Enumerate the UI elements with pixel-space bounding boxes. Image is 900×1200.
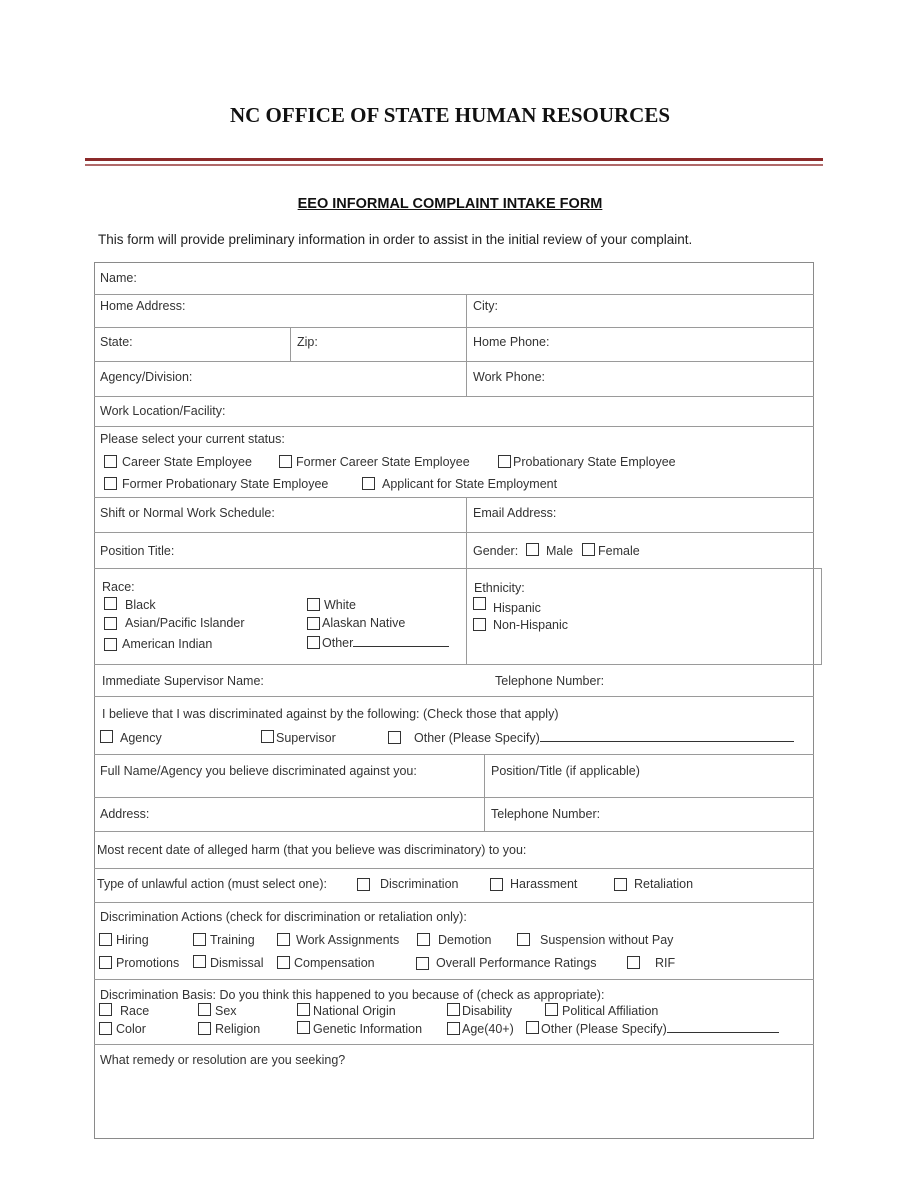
gender-option-label: Male — [546, 544, 574, 558]
basis-other-label — [541, 1022, 779, 1036]
home-address-label: Home Address: — [100, 299, 186, 313]
row-divider — [94, 1044, 814, 1045]
row-divider — [94, 426, 814, 427]
basis-option-label: Age(40+) — [462, 1022, 514, 1036]
remedy-input-area[interactable] — [96, 1075, 810, 1135]
unlawful-option-label: Discrimination — [380, 877, 459, 891]
discriminated-by-prompt: I believe that I was discriminated against by the following: (Check those that apply) — [102, 707, 559, 721]
actions-option-label: Suspension without Pay — [540, 933, 674, 947]
form-title: EEO INFORMAL COMPLAINT INTAKE FORM — [297, 196, 603, 212]
col-divider — [484, 754, 485, 831]
basis-option-label: Religion — [215, 1022, 261, 1036]
actions-promotions-checkbox[interactable] — [99, 956, 112, 969]
race-alaskan-checkbox[interactable] — [307, 617, 320, 630]
col-divider — [466, 568, 467, 664]
actions-option-label: Compensation — [294, 956, 375, 970]
race-black-checkbox[interactable] — [104, 597, 117, 610]
row-divider — [94, 868, 814, 869]
name-label: Name: — [100, 271, 137, 285]
email-label: Email Address: — [473, 506, 557, 520]
actions-option-label: Hiring — [116, 933, 149, 947]
status-former-career-checkbox[interactable] — [279, 455, 292, 468]
basis-option-label: Political Affiliation — [562, 1004, 659, 1018]
actions-option-label: Work Assignments — [296, 933, 400, 947]
row-divider — [94, 797, 814, 798]
actions-dismissal-checkbox[interactable] — [193, 955, 206, 968]
race-asian-checkbox[interactable] — [104, 617, 117, 630]
basis-other-blank — [667, 1022, 779, 1033]
row-divider — [94, 327, 814, 328]
race-other-checkbox[interactable] — [307, 636, 320, 649]
actions-performance-checkbox[interactable] — [416, 957, 429, 970]
actions-rif-checkbox[interactable] — [627, 956, 640, 969]
harm-date-label: Most recent date of alleged harm (that you believe was discriminatory) to you: — [97, 843, 527, 857]
row-divider — [94, 754, 814, 755]
status-option-label: Former Career State Employee — [296, 455, 470, 469]
row-divider — [94, 902, 814, 903]
work-phone-label: Work Phone: — [473, 370, 546, 384]
supervisor-phone-label: Telephone Number: — [495, 674, 605, 688]
basis-prompt: Discrimination Basis: Do you think this happened to you because of (check as appropriate): — [100, 988, 605, 1002]
race-other-label — [322, 636, 449, 650]
state-label: State: — [100, 335, 133, 349]
by-agency-checkbox[interactable] — [100, 730, 113, 743]
row-divider — [94, 497, 814, 498]
basis-option-label: Genetic Information — [313, 1022, 423, 1036]
race-option-label: Asian/Pacific Islander — [125, 616, 245, 630]
zip-label: Zip: — [297, 335, 318, 349]
by-supervisor-checkbox[interactable] — [261, 730, 274, 743]
race-option-label: Alaskan Native — [322, 616, 406, 630]
status-probationary-checkbox[interactable] — [498, 455, 511, 468]
status-career-checkbox[interactable] — [104, 455, 117, 468]
col-divider — [466, 497, 467, 568]
basis-age-checkbox[interactable] — [447, 1022, 460, 1035]
row-divider — [94, 696, 814, 697]
actions-demotion-checkbox[interactable] — [417, 933, 430, 946]
row-divider — [94, 361, 814, 362]
basis-option-label: National Origin — [313, 1004, 396, 1018]
race-option-label: White — [324, 598, 356, 612]
col-divider — [290, 327, 291, 361]
header-rule-thin — [85, 164, 823, 166]
city-label: City: — [473, 299, 498, 313]
actions-hiring-checkbox[interactable] — [99, 933, 112, 946]
status-option-label: Former Probationary State Employee — [122, 477, 329, 491]
basis-option-label: Disability — [462, 1004, 513, 1018]
header-rule — [85, 158, 823, 161]
unlawful-option-label: Harassment — [510, 877, 578, 891]
basis-political-checkbox[interactable] — [545, 1003, 558, 1016]
actions-compensation-checkbox[interactable] — [277, 956, 290, 969]
by-other-checkbox[interactable] — [388, 731, 401, 744]
row-divider — [94, 396, 814, 397]
accused-name-label: Full Name/Agency you believe discriminated against you: — [100, 764, 417, 778]
action-retaliation-checkbox[interactable] — [614, 878, 627, 891]
by-other-label — [414, 731, 794, 745]
race-other-blank — [353, 636, 449, 647]
row-divider — [94, 568, 822, 569]
row-divider — [94, 831, 814, 832]
basis-option-label: Sex — [215, 1004, 237, 1018]
action-discrimination-checkbox[interactable] — [357, 878, 370, 891]
row-divider — [94, 664, 822, 665]
accused-address-label: Address: — [100, 807, 150, 821]
gender-label: Gender: — [473, 544, 519, 558]
position-title-label: Position Title: — [100, 544, 175, 558]
gender-male-checkbox[interactable] — [526, 543, 539, 556]
actions-suspension-checkbox[interactable] — [517, 933, 530, 946]
supervisor-name-label: Immediate Supervisor Name: — [102, 674, 264, 688]
ethnicity-option-label: Hispanic — [493, 601, 541, 615]
remedy-label: What remedy or resolution are you seeking? — [100, 1053, 346, 1067]
page-title: NC OFFICE OF STATE HUMAN RESOURCES — [229, 103, 671, 127]
action-harassment-checkbox[interactable] — [490, 878, 503, 891]
basis-option-label: Other (Please Specify) — [541, 1022, 667, 1036]
ethnicity-option-label: Non-Hispanic — [493, 618, 569, 632]
race-option-label: American Indian — [122, 637, 213, 651]
actions-prompt: Discrimination Actions (check for discrimination or retaliation only): — [100, 910, 467, 924]
basis-disability-checkbox[interactable] — [447, 1003, 460, 1016]
by-option-label: Supervisor — [276, 731, 336, 745]
unlawful-action-prompt: Type of unlawful action (must select one): — [97, 877, 327, 891]
accused-phone-label: Telephone Number: — [491, 807, 601, 821]
basis-option-label: Color — [116, 1022, 146, 1036]
status-option-label: Probationary State Employee — [513, 455, 676, 469]
status-former-probationary-checkbox[interactable] — [104, 477, 117, 490]
race-label: Race: — [102, 580, 135, 594]
by-other-blank — [540, 731, 794, 742]
actions-option-label: Dismissal — [210, 956, 264, 970]
race-option-label: Other — [322, 636, 354, 650]
col-divider — [466, 294, 467, 397]
status-option-label: Applicant for State Employment — [382, 477, 558, 491]
basis-genetic-checkbox[interactable] — [297, 1021, 310, 1034]
by-option-label: Agency — [120, 731, 162, 745]
actions-option-label: Promotions — [116, 956, 180, 970]
actions-option-label: Demotion — [438, 933, 492, 947]
agency-division-label: Agency/Division: — [100, 370, 193, 384]
actions-option-label: Training — [210, 933, 255, 947]
row-divider — [94, 294, 814, 295]
basis-race-checkbox[interactable] — [99, 1003, 112, 1016]
work-location-label: Work Location/Facility: — [100, 404, 226, 418]
ethnicity-hispanic-checkbox[interactable] — [473, 597, 486, 610]
basis-national-origin-checkbox[interactable] — [297, 1003, 310, 1016]
race-option-label: Black — [125, 598, 156, 612]
shift-label: Shift or Normal Work Schedule: — [100, 506, 275, 520]
race-american-indian-checkbox[interactable] — [104, 638, 117, 651]
gender-option-label: Female — [598, 544, 640, 558]
actions-training-checkbox[interactable] — [193, 933, 206, 946]
actions-option-label: RIF — [655, 956, 676, 970]
ethnicity-label: Ethnicity: — [474, 581, 525, 595]
basis-religion-checkbox[interactable] — [198, 1022, 211, 1035]
row-divider — [94, 979, 814, 980]
unlawful-option-label: Retaliation — [634, 877, 694, 891]
race-white-checkbox[interactable] — [307, 598, 320, 611]
basis-option-label: Race — [120, 1004, 150, 1018]
status-applicant-checkbox[interactable] — [362, 477, 375, 490]
status-option-label: Career State Employee — [122, 455, 252, 469]
by-option-label: Other (Please Specify) — [414, 731, 540, 745]
basis-sex-checkbox[interactable] — [198, 1003, 211, 1016]
row-divider — [94, 532, 814, 533]
home-phone-label: Home Phone: — [473, 335, 550, 349]
gender-female-checkbox[interactable] — [582, 543, 595, 556]
basis-color-checkbox[interactable] — [99, 1022, 112, 1035]
intro-text: This form will provide preliminary information in order to assist in the initial review of your complaint. — [98, 232, 693, 247]
ethnicity-non-hispanic-checkbox[interactable] — [473, 618, 486, 631]
status-prompt: Please select your current status: — [100, 432, 285, 446]
basis-other-checkbox[interactable] — [526, 1021, 539, 1034]
actions-option-label: Overall Performance Ratings — [436, 956, 597, 970]
actions-work-assignments-checkbox[interactable] — [277, 933, 290, 946]
col-divider — [821, 568, 822, 664]
accused-position-label: Position/Title (if applicable) — [491, 764, 640, 778]
